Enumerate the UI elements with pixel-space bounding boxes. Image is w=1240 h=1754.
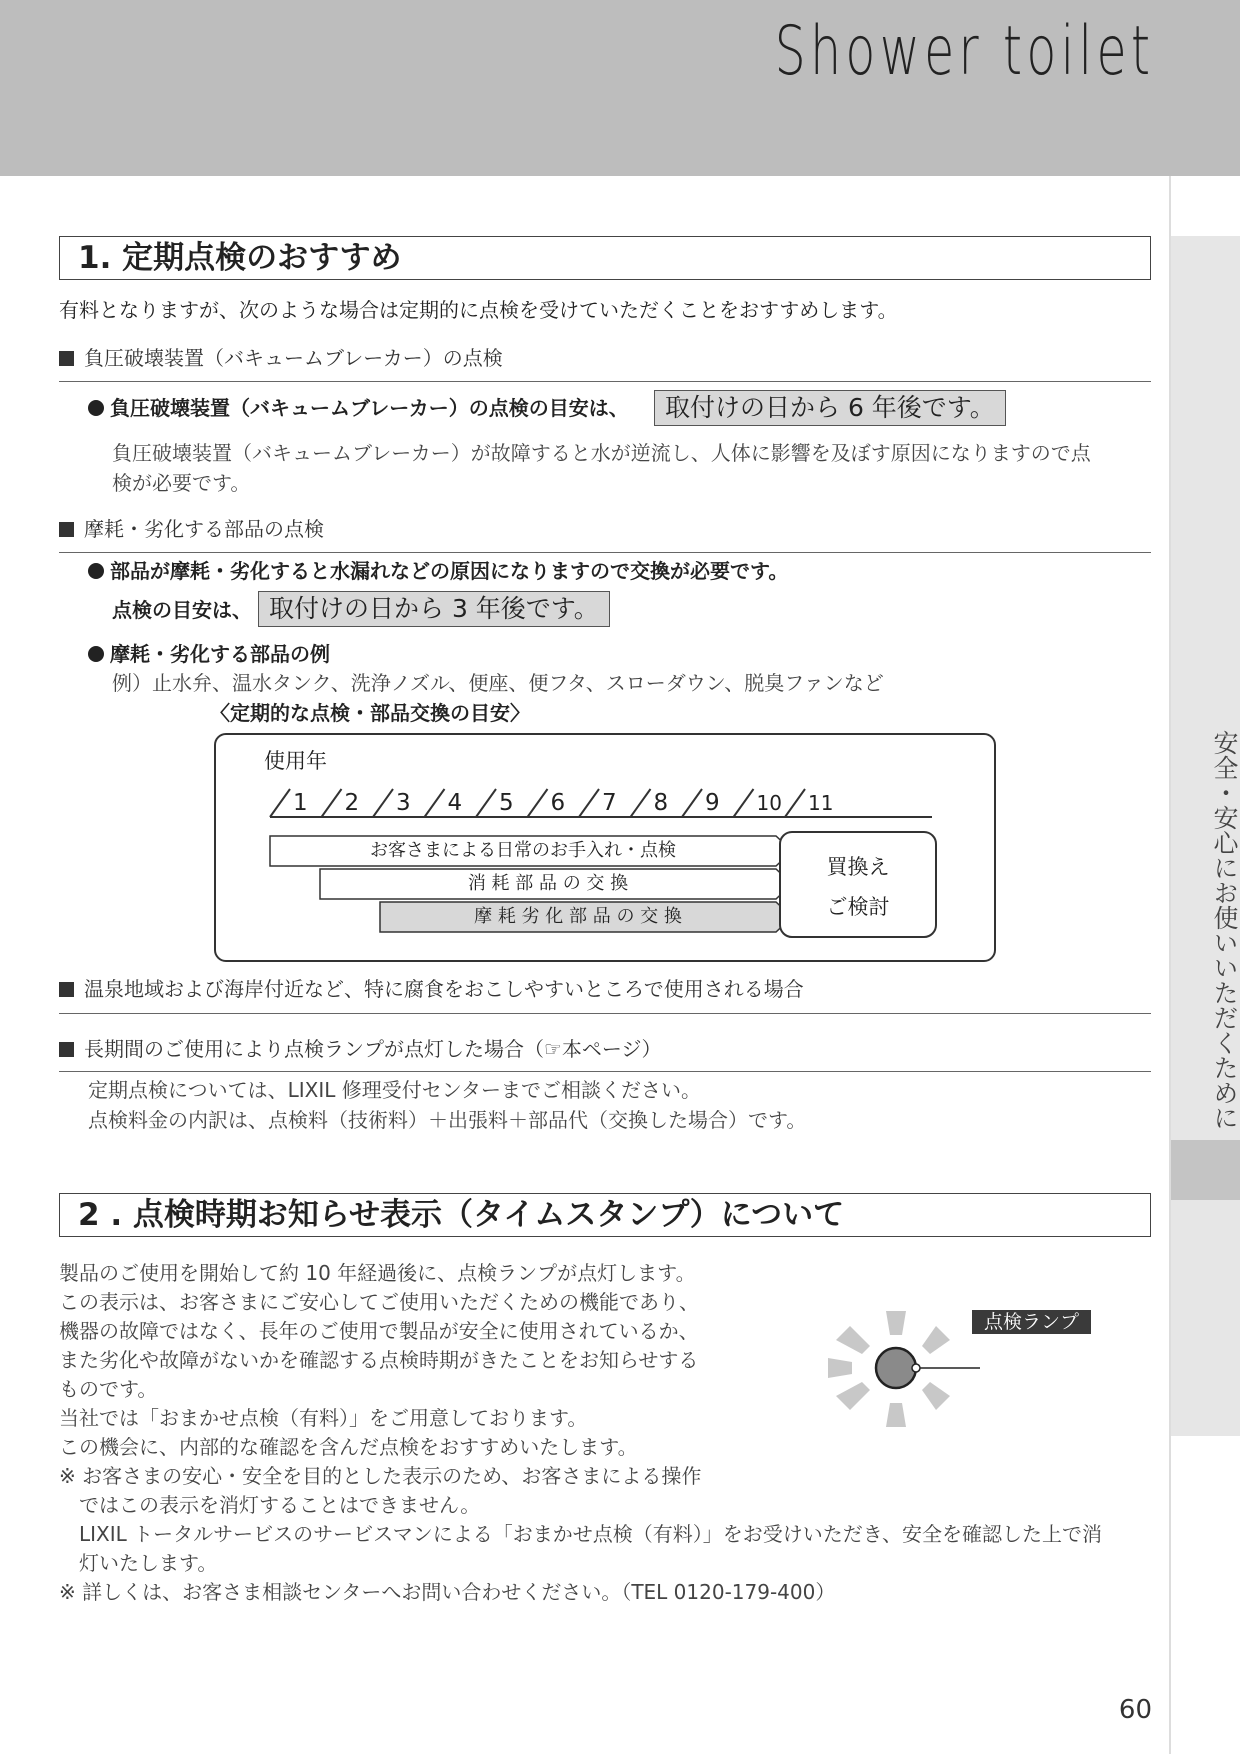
square-bullet-icon — [59, 1042, 74, 1057]
body-line: この機会に、内部的な確認を含んだ点検をおすすめいたします。 — [59, 1435, 638, 1459]
brand-logo: Shower toilet — [774, 12, 1154, 91]
divider — [59, 552, 1151, 553]
lamp-heading: 長期間のご使用により点検ランプが点灯した場合（☞本ページ） — [59, 1035, 662, 1063]
body-line: この表示は、お客さまにご安心してご使用いただくための機能であり、 — [59, 1290, 699, 1314]
vacuum-desc-line2: 検が必要です。 — [112, 471, 251, 495]
vacuum-point: 負圧破壊装置（バキュームブレーカー）の点検の目安は、 — [88, 394, 629, 423]
year-tick — [373, 789, 393, 817]
vacuum-desc-line1: 負圧破壊装置（バキュームブレーカー）が故障すると水が逆流し、人体に影響を及ぼす原因になりますので点 — [112, 441, 1091, 465]
year-label: 3 — [396, 790, 411, 816]
body-line: 当社では「おまかせ点検（有料）」をご用意しております。 — [59, 1406, 588, 1430]
dot-bullet-icon — [88, 400, 104, 416]
bar-daily-care: お客さまによる日常のお手入れ・点検 — [370, 840, 676, 861]
side-tab-marker — [1171, 1140, 1240, 1200]
year-tick — [682, 789, 702, 817]
body-line: ではこの表示を消灯することはできません。 — [59, 1493, 481, 1517]
diagram-title: 〈定期的な点検・部品交換の目安〉 — [210, 701, 530, 725]
divider — [59, 1071, 1151, 1072]
year-tick — [425, 789, 445, 817]
body-line: LIXIL トータルサービスのサービスマンによる「おまかせ点検（有料）」をお受けいただき、安全を確認した上で消 — [59, 1522, 1102, 1546]
vacuum-highlight: 取付けの日から 6 年後です。 — [654, 390, 1006, 426]
year-label: 10 — [756, 791, 782, 815]
wear-guide-label: 点検の目安は、 — [112, 598, 252, 622]
page-number: 60 — [1118, 1695, 1152, 1725]
wear-point: 部品が摩耗・劣化すると水漏れなどの原因になりますので交換が必要です。 — [88, 557, 788, 586]
lamp-line2: 点検料金の内訳は、点検料（技術料）＋出張料＋部品代（交換した場合）です。 — [88, 1108, 807, 1132]
body-line: ※ 詳しくは、お客さま相談センターへお問い合わせください。（TEL 0120-179-400） — [59, 1580, 836, 1604]
wear-example-heading: 摩耗・劣化する部品の例 — [88, 640, 330, 669]
year-label: 1 — [293, 790, 308, 816]
year-tick — [528, 789, 548, 817]
year-label: 8 — [653, 790, 669, 816]
year-label: 11 — [808, 791, 834, 815]
section2-title: 2 . 点検時期お知らせ表示（タイムスタンプ）について — [59, 1193, 1151, 1237]
square-bullet-icon — [59, 982, 74, 997]
body-line: 灯いたします。 — [59, 1551, 218, 1575]
section1-title: 1. 定期点検のおすすめ — [59, 236, 1151, 280]
square-bullet-icon — [59, 351, 74, 366]
maintenance-diagram — [214, 733, 996, 962]
year-tick — [579, 789, 599, 817]
year-label: 7 — [602, 790, 617, 816]
divider — [59, 1013, 1151, 1014]
replace-note — [780, 847, 936, 927]
lamp-icon — [876, 1348, 916, 1388]
body-line: 機器の故障ではなく、長年のご使用で製品が安全に使用されているか、 — [59, 1319, 699, 1343]
wear-example-text: 例）止水弁、温水タンク、洗浄ノズル、便座、便フタ、スローダウン、脱臭ファンなど — [112, 671, 884, 695]
replace-line2: ご検討 — [826, 895, 890, 919]
year-label: 4 — [447, 790, 463, 816]
year-tick — [734, 789, 754, 817]
inspection-lamp-illustration — [820, 1300, 980, 1440]
body-line: 製品のご使用を開始して約 10 年経過後に、点検ランプが点灯します。 — [59, 1261, 696, 1285]
year-tick — [631, 789, 651, 817]
side-tab-label: 安全・安心にお使いいただくために — [1210, 730, 1239, 1130]
replace-line1: 買換え — [826, 855, 890, 879]
year-tick — [476, 789, 496, 817]
bar-consumables: 消 耗 部 品 の 交 換 — [467, 873, 629, 894]
year-label: 2 — [344, 790, 360, 816]
square-bullet-icon — [59, 522, 74, 537]
lamp-line1: 定期点検については、LIXIL 修理受付センターまでご相談ください。 — [88, 1078, 701, 1102]
year-tick — [322, 789, 342, 817]
hot-spring-heading: 温泉地域および海岸付近など、特に腐食をおこしやすいところで使用される場合 — [59, 975, 804, 1003]
lamp-label: 点検ランプ — [972, 1310, 1091, 1334]
dot-bullet-icon — [88, 646, 104, 662]
year-label: 5 — [499, 790, 514, 816]
year-tick — [785, 789, 805, 817]
year-tick — [270, 789, 290, 817]
wear-heading: 摩耗・劣化する部品の点検 — [59, 515, 324, 543]
body-line: ものです。 — [59, 1377, 158, 1401]
vacuum-heading: 負圧破壊装置（バキュームブレーカー）の点検 — [59, 344, 503, 372]
year-label: 6 — [550, 790, 566, 816]
year-axis-label: 使用年 — [264, 749, 327, 773]
wear-highlight: 取付けの日から 3 年後です。 — [258, 591, 610, 627]
bar-wear-parts: 摩 耗 劣 化 部 品 の 交 換 — [474, 906, 682, 927]
year-label: 9 — [705, 790, 720, 816]
section1-intro: 有料となりますが、次のような場合は定期的に点検を受けていただくことをおすすめします。 — [59, 298, 898, 322]
dot-bullet-icon — [88, 563, 104, 579]
divider — [59, 381, 1151, 382]
body-line: ※ お客さまの安心・安全を目的とした表示のため、お客さまによる操作 — [59, 1464, 702, 1488]
body-line: また劣化や故障がないかを確認する点検時期がきたことをお知らせする — [59, 1348, 699, 1372]
